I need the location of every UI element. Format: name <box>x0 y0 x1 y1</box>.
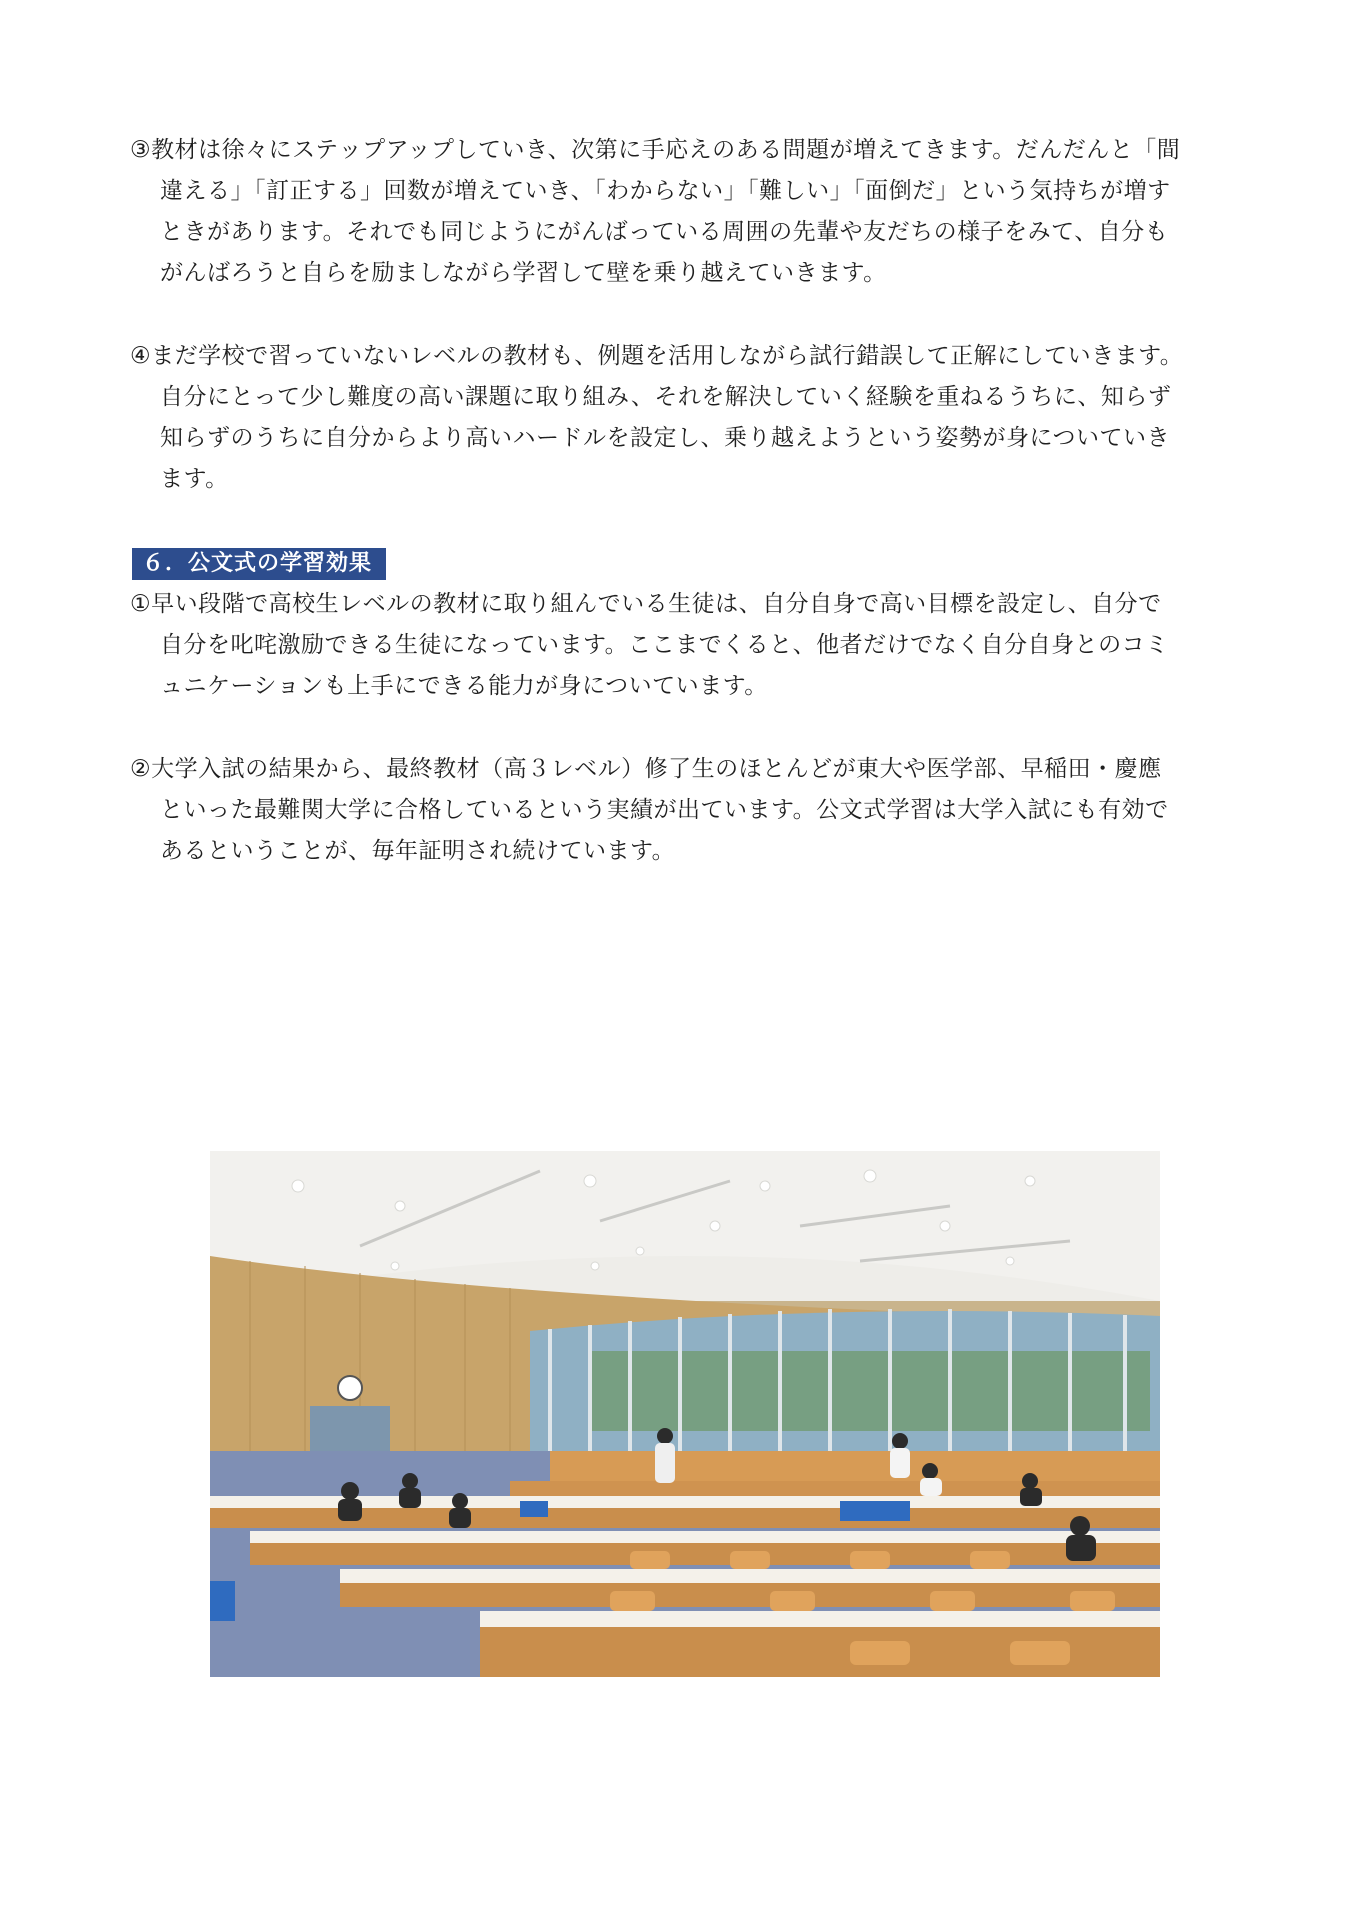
paragraph-line: ①早い段階で高校生レベルの教材に取り組んでいる生徒は、自分自身で高い目標を設定し、自分で <box>130 591 1162 617</box>
lecture-hall-illustration <box>210 1151 1160 1677</box>
paragraph-line: ②大学入試の結果から、最終教材（高３レベル）修了生のほとんどが東大や医学部、早稲田・慶應 <box>130 756 1162 782</box>
paragraph-line: 自分を叱咤激励できる生徒になっています。ここまでくると、他者だけでなく自分自身とのコミ <box>160 632 1169 658</box>
paragraph-line: ④まだ学校で習っていないレベルの教材も、例題を活用しながら試行錯誤して正解にしていきます。 <box>130 343 1184 369</box>
trees-outside <box>590 1351 1150 1431</box>
paragraph-line: 知らずのうちに自分からより高いハードルを設定し、乗り越えようという姿勢が身についていき <box>160 425 1171 451</box>
paragraph-line: といった最難関大学に合格しているという実績が出ています。公文式学習は大学入試にも有効で <box>160 797 1169 823</box>
lecture-hall-photo <box>210 1151 1160 1677</box>
paragraph-line: ュニケーションも上手にできる能力が身についています。 <box>160 673 768 699</box>
paragraph-line: ます。 <box>160 466 229 492</box>
paragraph-line: ③教材は徐々にステップアップしていき、次第に手応えのある問題が増えてきます。だんだんと「間 <box>130 137 1181 163</box>
section6-paragraph-2 <box>130 749 1260 872</box>
paragraph-line: あるということが、毎年証明され続けています。 <box>160 838 676 864</box>
section6-paragraph-1 <box>130 584 1260 707</box>
paragraph-3 <box>130 130 1260 294</box>
paragraph-line: 自分にとって少し難度の高い課題に取り組み、それを解決していく経験を重ねるうちに、知らず <box>160 384 1172 410</box>
paragraph-line: がんばろうと自らを励ましながら学習して壁を乗り越えていきます。 <box>160 260 887 286</box>
paragraph-4 <box>130 336 1260 500</box>
paragraph-line: ときがあります。それでも同じようにがんばっている周囲の先輩や友だちの様子をみて、自分も <box>160 219 1169 245</box>
section-heading: ６．公文式の学習効果 <box>132 548 386 580</box>
paragraph-line: 違える」「訂正する」回数が増えていき、「わからない」「難しい」「面倒だ」という気持ちが増す <box>160 178 1171 204</box>
wall-clock <box>338 1376 362 1400</box>
